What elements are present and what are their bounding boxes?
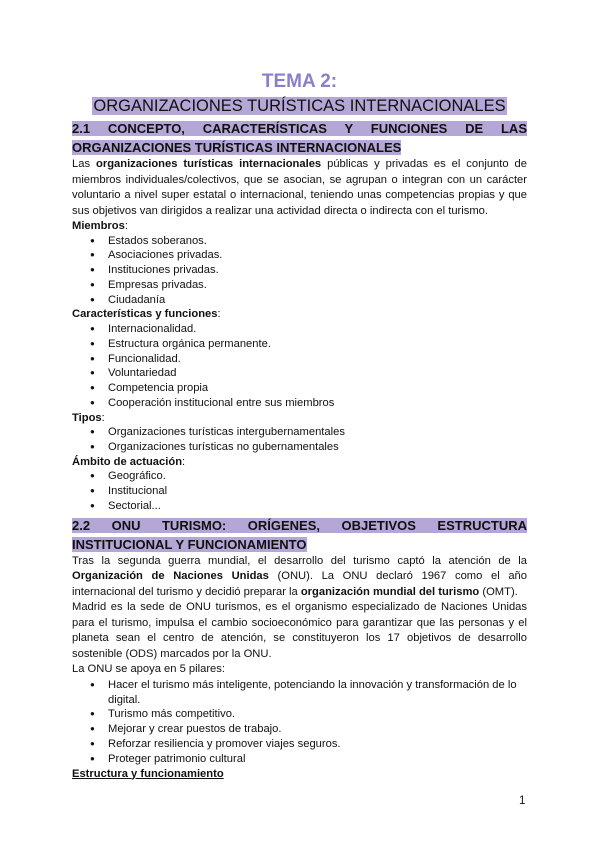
ambito-label: Ámbito de actuación: [72,455,186,468]
miembros-list [72,234,527,308]
list-item: ● Cooperación institucional entre sus miembros [108,396,527,411]
list-item: ● Mejorar y crear puestos de trabajo. [108,722,527,737]
subtitle-text: ORGANIZACIONES TURÍSTICAS INTERNACIONALES [93,97,506,115]
caracteristicas-label: Características y funciones: [72,308,221,321]
caracteristicas-list [72,322,527,411]
list-item: ● Reforzar resiliencia y promover viajes seguros. [108,737,527,752]
list-item: ● Organizaciones turísticas intergubernamentales [108,425,527,440]
tipos-label: Tipos: [72,411,105,424]
list-item: ● Hacer el turismo más inteligente, potenciando la innovación y transformación de lo digital. [108,678,527,708]
section-1-heading: 2.1 CONCEPTO, CARACTERÍSTICAS Y FUNCIONES DE LAS ORGANIZACIONES TURÍSTICAS INTERNACIONALES [72,121,527,155]
list-item: ● Voluntariedad [108,366,527,381]
page-number: 1 [519,795,526,807]
list-item: ● Estados soberanos. [108,234,527,249]
list-item: ● Proteger patrimonio cultural [108,752,527,767]
list-item: ● Ciudadanía [108,293,527,308]
tipos-list [72,425,527,455]
estructura-heading: Estructura y funcionamiento [72,767,224,780]
list-item: ● Competencia propia [108,381,527,396]
list-item: ● Sectorial... [108,499,527,514]
list-item: ● Institucional [108,484,527,499]
section-1-intro: Las organizaciones turísticas internacionales públicas y privadas es el conjunto de miembros individuales/colectivos, que se asocian, se agrupan o integran con un carácter voluntario a nivel super estatal o internacional, teniendo unas competencias propias y que sus objetivos van dirigidos a realizar una actividad directa o indirecta con el turismo. [72,158,527,217]
section-2-para-3: La ONU se apoya en 5 pilares: [72,663,225,676]
section-2-heading: 2.2 ONU TURISMO: ORÍGENES, OBJETIVOS ESTRUCTURA INSTITUCIONAL Y FUNCIONAMIENTO [72,517,527,552]
list-item: ● Empresas privadas. [108,278,527,293]
miembros-label: Miembros: [72,220,128,232]
ambito-list [72,469,527,513]
list-item: ● Estructura orgánica permanente. [108,337,527,352]
page-title: TEMA 2: [261,71,338,92]
list-item: ● Geográfico. [108,469,527,484]
list-item: ● Funcionalidad. [108,352,527,367]
pilares-list [72,678,527,767]
list-item: ● Turismo más competitivo. [108,707,527,722]
list-item: ● Internacionalidad. [108,322,527,337]
page-subtitle [72,96,527,117]
list-item: ● Organizaciones turísticas no gubernamentales [108,440,527,455]
document-page [72,70,527,781]
section-2-para-2: Madrid es la sede de ONU turismos, es el organismo especializado de Naciones Unidas para el turismo, impulsa el cambio socioeconómico para garantizar que las personas y el planeta sean el centro de atención, se constituyeron los 17 objetivos de desarrollo sostenible (ODS) marcados por la ONU. [72,601,527,660]
list-item: ● Asociaciones privadas. [108,248,527,263]
section-2-para-1: Tras la segunda guerra mundial, el desarrollo del turismo captó la atención de la Organización de Naciones Unidas (ONU). La ONU declaró 1967 como el año internacional del turismo y decidió preparar la organización mundial del turismo (OMT). [72,554,527,598]
list-item: ● Instituciones privadas. [108,263,527,278]
